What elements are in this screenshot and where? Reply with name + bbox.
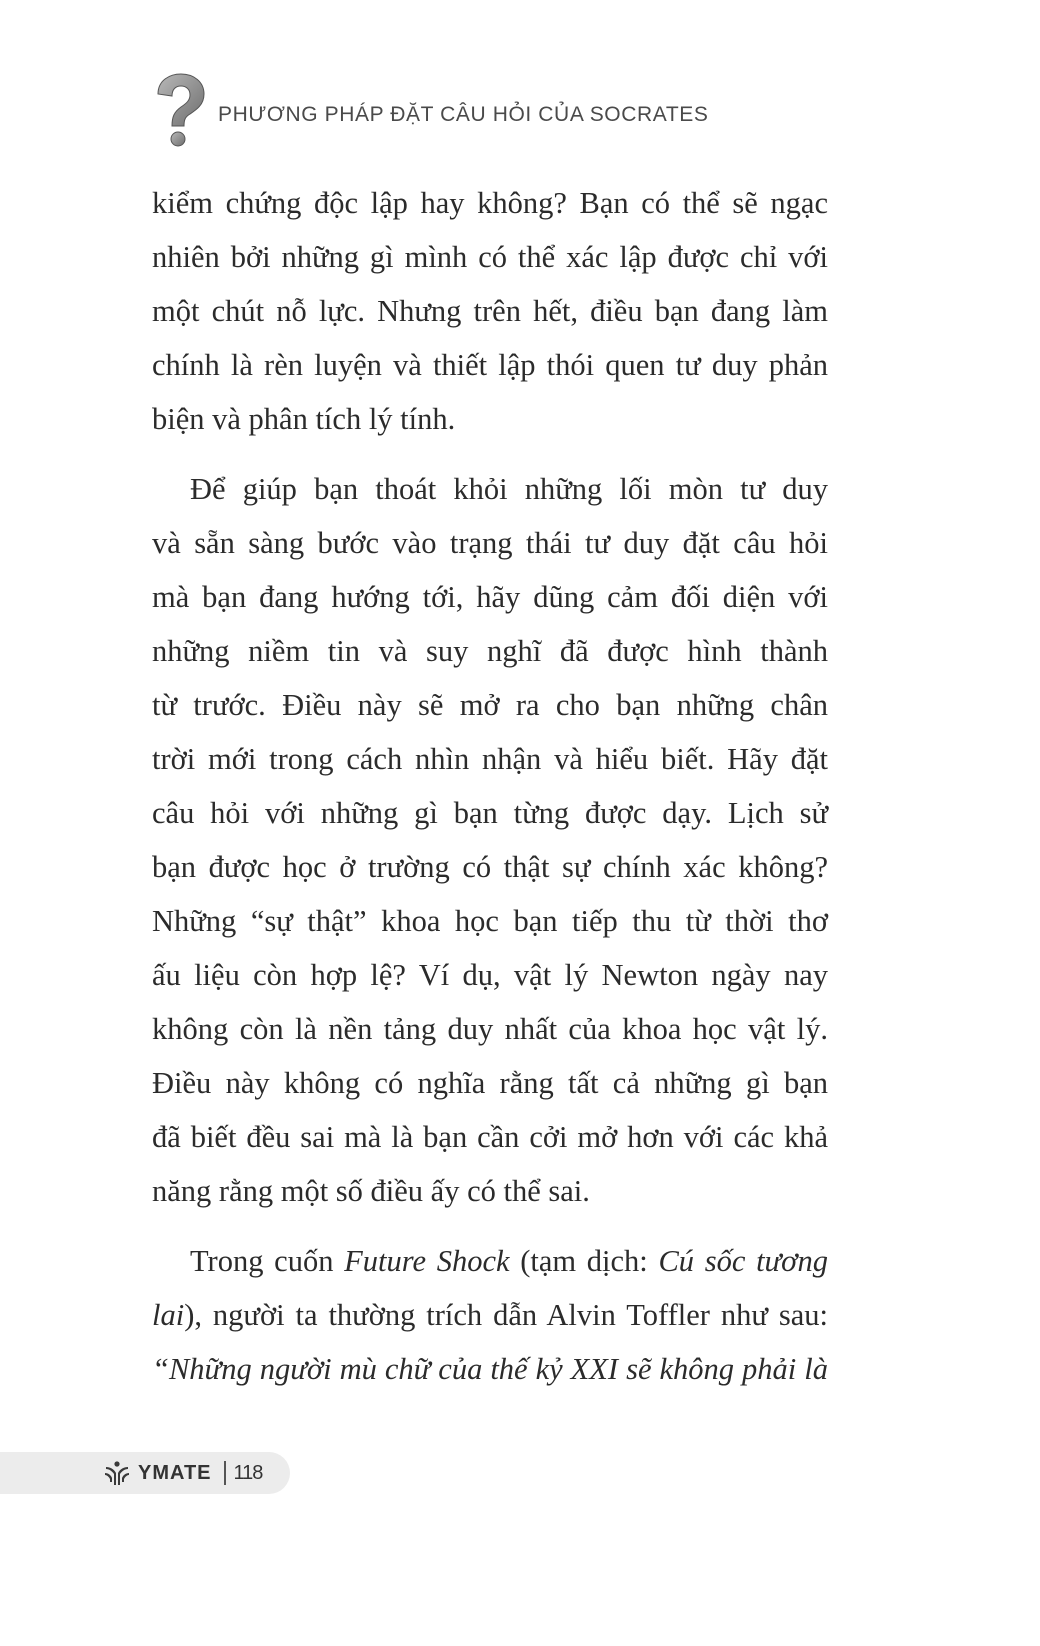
text-line bbox=[152, 1342, 828, 1396]
paragraph-1 bbox=[152, 176, 828, 446]
text-line bbox=[152, 1234, 828, 1288]
text-line: từ trước. Điều này sẽ mở ra cho bạn những chân bbox=[152, 688, 828, 722]
ymate-logo-icon bbox=[102, 1458, 132, 1488]
text-line: kiểm chứng độc lập hay không? Bạn có thể sẽ ngạc bbox=[152, 186, 828, 220]
text-line: ấu liệu còn hợp lệ? Ví dụ, vật lý Newton ngày nay bbox=[152, 958, 828, 992]
paragraph-2 bbox=[152, 462, 828, 1218]
brand-name: YMATE bbox=[138, 1461, 212, 1484]
text-line: đã biết đều sai mà là bạn cần cởi mở hơn với các khả bbox=[152, 1120, 828, 1154]
text-line: và sẵn sàng bước vào trạng thái tư duy đặt câu hỏi bbox=[152, 526, 828, 560]
text-line: mà bạn đang hướng tới, hãy dũng cảm đối diện với bbox=[152, 580, 828, 614]
translated-title: Cú sốc tương bbox=[658, 1244, 828, 1278]
footer-divider bbox=[224, 1461, 226, 1485]
text-line: không còn là nền tảng duy nhất của khoa học vật lý. bbox=[152, 1012, 828, 1046]
question-mark-icon bbox=[150, 72, 210, 152]
page-body bbox=[152, 176, 828, 1412]
quotation: “Những người mù chữ của thế kỷ XXI sẽ không phải là bbox=[152, 1352, 828, 1386]
text-run: ), người ta thường trích dẫn Alvin Toffler như sau: bbox=[184, 1298, 828, 1332]
text-line: bạn được học ở trường có thật sự chính xác không? bbox=[152, 850, 828, 884]
text-line: biện và phân tích lý tính. bbox=[152, 402, 456, 436]
text-line: nhiên bởi những gì mình có thể xác lập được chỉ với bbox=[152, 240, 828, 274]
text-line: trời mới trong cách nhìn nhận và hiểu biết. Hãy đặt bbox=[152, 742, 828, 776]
chapter-title: PHƯƠNG PHÁP ĐẶT CÂU HỎI CỦA SOCRATES bbox=[218, 103, 709, 126]
running-header bbox=[150, 72, 708, 152]
text-line: Điều này không có nghĩa rằng tất cả những gì bạn bbox=[152, 1066, 828, 1100]
translated-title: lai bbox=[152, 1298, 185, 1332]
text-line: năng rằng một số điều ấy có thể sai. bbox=[152, 1174, 590, 1208]
text-run: Trong cuốn bbox=[190, 1244, 345, 1278]
text-line bbox=[152, 1288, 828, 1342]
text-line: chính là rèn luyện và thiết lập thói quen tư duy phản bbox=[152, 348, 828, 382]
text-line: một chút nỗ lực. Nhưng trên hết, điều bạn đang làm bbox=[152, 294, 828, 328]
text-line: câu hỏi với những gì bạn từng được dạy. Lịch sử bbox=[152, 796, 828, 830]
text-line: Để giúp bạn thoát khỏi những lối mòn tư duy bbox=[190, 472, 828, 506]
paragraph-3 bbox=[152, 1234, 828, 1396]
text-line: những niềm tin và suy nghĩ đã được hình thành bbox=[152, 634, 828, 668]
text-run: (tạm dịch: bbox=[509, 1244, 659, 1278]
page-number: 118 bbox=[233, 1461, 263, 1484]
book-title: Future Shock bbox=[344, 1244, 510, 1278]
page-footer bbox=[0, 1452, 290, 1494]
text-line: Những “sự thật” khoa học bạn tiếp thu từ thời thơ bbox=[152, 904, 828, 938]
